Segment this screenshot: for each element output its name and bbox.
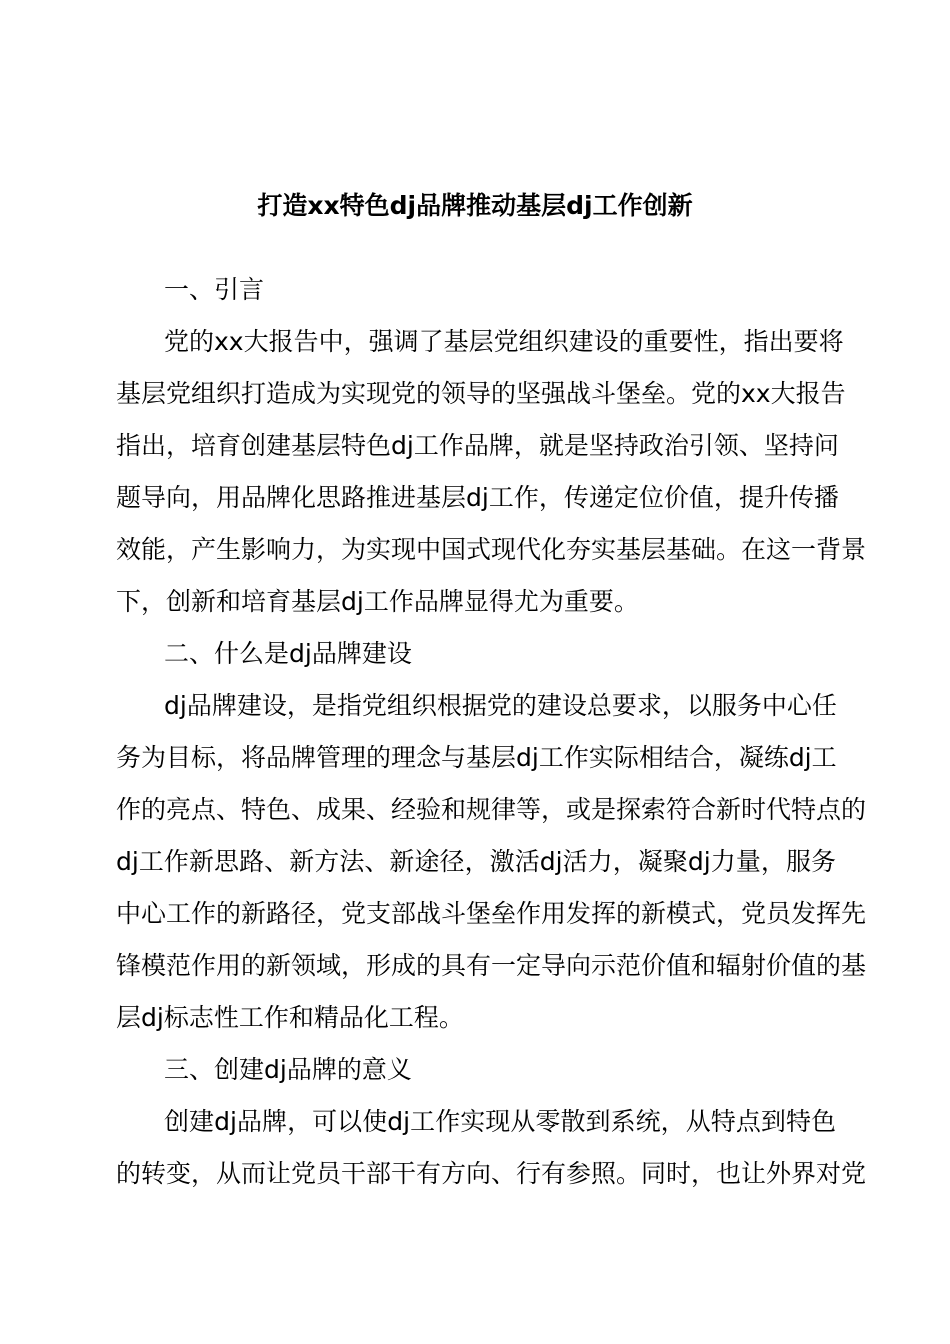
paragraph-line: dj品牌建设，是指党组织根据党的建设总要求，以服务中心任 (164, 691, 837, 720)
document-title: 打造xx特色dj品牌推动基层dj工作创新 (257, 191, 693, 220)
paragraph-line: 中心工作的新路径，党支部战斗堡垒作用发挥的新模式，党员发挥先 (116, 899, 867, 928)
section-heading-what-is-brand-building: 二、什么是dj品牌建设 (164, 639, 412, 668)
paragraph-line: 下，创新和培育基层dj工作品牌显得尤为重要。 (116, 587, 639, 616)
paragraph-line: 党的xx大报告中，强调了基层党组织建设的重要性，指出要将 (164, 327, 844, 356)
paragraph-line: 锋模范作用的新领域，形成的具有一定导向示范价值和辐射价值的基 (116, 951, 867, 980)
section-heading-introduction: 一、引言 (164, 275, 265, 304)
paragraph-line: 层dj标志性工作和精品化工程。 (116, 1003, 464, 1032)
paragraph-line: 基层党组织打造成为实现党的领导的坚强战斗堡垒。党的xx大报告 (116, 379, 846, 408)
paragraph-line: 指出，培育创建基层特色dj工作品牌，就是坚持政治引领、坚持问 (116, 431, 839, 460)
paragraph-line: 题导向，用品牌化思路推进基层dj工作，传递定位价值，提升传播 (116, 483, 839, 512)
paragraph-line: dj工作新思路、新方法、新途径，激活dj活力，凝聚dj力量，服务 (116, 847, 836, 876)
paragraph-line: 作的亮点、特色、成果、经验和规律等，或是探索符合新时代特点的 (116, 795, 867, 824)
paragraph-line: 创建dj品牌，可以使dj工作实现从零散到系统，从特点到特色 (164, 1107, 836, 1136)
section-heading-significance: 三、创建dj品牌的意义 (164, 1055, 412, 1084)
paragraph-line: 务为目标，将品牌管理的理念与基层dj工作实际相结合，凝练dj工 (116, 743, 837, 772)
paragraph-line: 效能，产生影响力，为实现中国式现代化夯实基层基础。在这一背景 (116, 535, 867, 564)
paragraph-line: 的转变，从而让党员干部干有方向、行有参照。同时，也让外界对党 (116, 1159, 867, 1188)
